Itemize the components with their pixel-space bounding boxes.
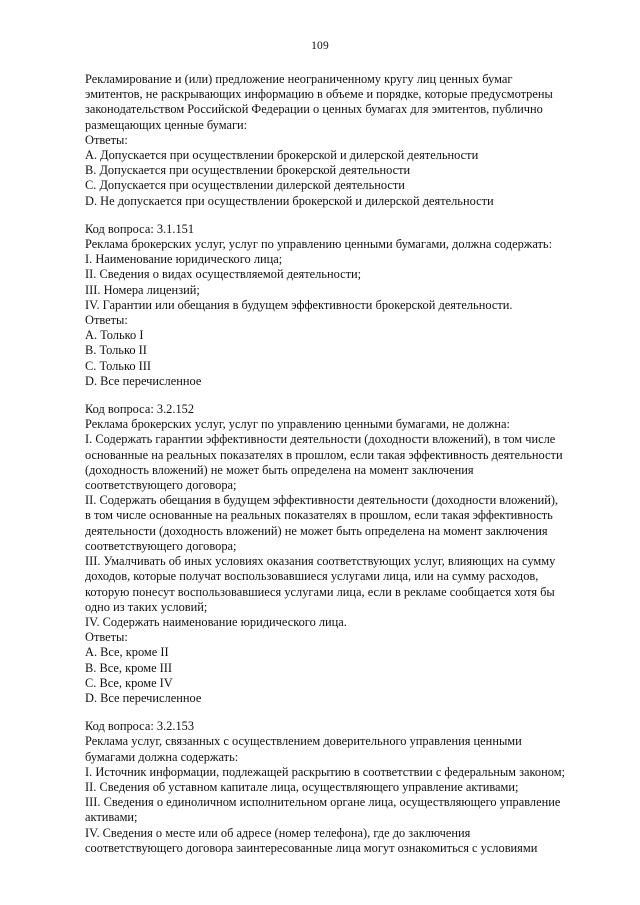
question-text-line: I. Источник информации, подлежащей раскрытию в соответствии с федеральным законом;	[85, 764, 565, 779]
question-text-line: IV. Сведения о месте или об адресе (номер телефона), где до заключения	[85, 825, 471, 840]
question-text-line: Рекламирование и (или) предложение неограниченному кругу лиц ценных бумаг	[85, 72, 513, 86]
question-text-line: законодательством Российской Федерации о ценных бумагах для эмитентов, публично	[85, 102, 543, 117]
answer-option: B. Все, кроме III	[85, 660, 173, 675]
question-text-line: деятельности (доходность вложений) не может быть определена на момент заключения	[85, 523, 548, 538]
question-text-line: IV. Гарантии или обещания в будущем эффективности брокерской деятельности.	[85, 297, 513, 312]
question-text-line: (доходность вложений) не может быть определена на момент заключения	[85, 462, 474, 477]
question-text-line: Реклама брокерских услуг, услуг по управлению ценными бумагами, должна содержать:	[85, 237, 553, 252]
question-text-line: размещающих ценные бумаги:	[85, 117, 248, 132]
question-text-line: основанные на реальных показателях в прошлом, если такая эффективность деятельности	[85, 447, 563, 462]
answer-option: B. Только II	[85, 343, 147, 358]
question-text-line: соответствующего договора заинтересованные лица могут ознакомиться с условиями	[85, 840, 538, 855]
question-text-line: эмитентов, не раскрывающих информацию в объеме и порядке, которые предусмотрены	[85, 87, 553, 102]
answer-option: D. Не допускается при осуществлении брокерской и дилерской деятельности	[85, 193, 494, 208]
spacer	[85, 209, 605, 222]
answer-option: D. Все перечисленное	[85, 690, 202, 705]
page-number: 109	[311, 40, 329, 52]
question-text-line: II. Сведения об уставном капитале лица, осуществляющего управление активами;	[85, 779, 519, 794]
question-text-line: которую понесут воспользовавшиеся услугами лица, если в рекламе сообщается хотя бы	[85, 584, 555, 599]
question-text-line: соответствующего договора;	[85, 478, 237, 493]
question-text-line: III. Умалчивать об иных условиях оказания соответствующих услуг, влияющих на сумму	[85, 554, 556, 569]
spacer	[85, 389, 605, 402]
answer-option: A. Допускается при осуществлении брокерской и дилерской деятельности	[85, 148, 479, 163]
answers-label: Ответы:	[85, 630, 128, 645]
question-code: Код вопроса: 3.2.153	[85, 719, 195, 734]
answer-option: B. Допускается при осуществлении брокерской деятельности	[85, 163, 411, 178]
question-text-line: I. Наименование юридического лица;	[85, 252, 283, 267]
question-block-3-1-151	[85, 222, 605, 389]
answers-label: Ответы:	[85, 313, 128, 328]
answer-option: C. Все, кроме IV	[85, 675, 173, 690]
question-text-line: III. Сведения о единоличном исполнительном органе лица, осуществляющего управление	[85, 795, 561, 810]
spacer	[85, 706, 605, 719]
question-text-line: доходов, которые получат воспользовавшиеся услугами лица, или на сумму расходов,	[85, 569, 539, 584]
answers-label: Ответы:	[85, 132, 128, 147]
question-text-line: I. Содержать гарантии эффективности деятельности (доходности вложений), в том числе	[85, 432, 556, 447]
question-text-line: в том числе основанные на реальных показателях в прошлом, если такая эффективность	[85, 508, 553, 523]
page-content	[85, 72, 605, 856]
question-block-3-2-153	[85, 719, 605, 856]
question-text-line: бумагами должна содержать:	[85, 749, 239, 764]
answer-option: D. Все перечисленное	[85, 373, 202, 388]
answer-option: C. Только III	[85, 358, 152, 373]
question-code: Код вопроса: 3.2.152	[85, 402, 195, 417]
question-code: Код вопроса: 3.1.151	[85, 221, 195, 236]
question-text-line: IV. Содержать наименование юридического лица.	[85, 614, 347, 629]
question-text-line: II. Содержать обещания в будущем эффективности деятельности (доходности вложений),	[85, 493, 559, 508]
question-text-line: III. Номера лицензий;	[85, 282, 200, 297]
question-block-intro	[85, 72, 605, 209]
answer-option: C. Допускается при осуществлении дилерской деятельности	[85, 178, 405, 193]
question-text-line: Реклама брокерских услуг, услуг по управлению ценными бумагами, не должна:	[85, 417, 510, 432]
question-text-line: соответствующего договора;	[85, 538, 237, 553]
question-text-line: активами;	[85, 810, 138, 825]
question-text-line: одно из таких условий;	[85, 599, 208, 614]
question-text-line: Реклама услуг, связанных с осуществлением доверительного управления ценными	[85, 734, 522, 749]
question-text-line: II. Сведения о видах осуществляемой деятельности;	[85, 267, 362, 282]
answer-option: A. Только I	[85, 328, 144, 343]
question-block-3-2-152	[85, 402, 605, 706]
answer-option: A. Все, кроме II	[85, 645, 169, 660]
